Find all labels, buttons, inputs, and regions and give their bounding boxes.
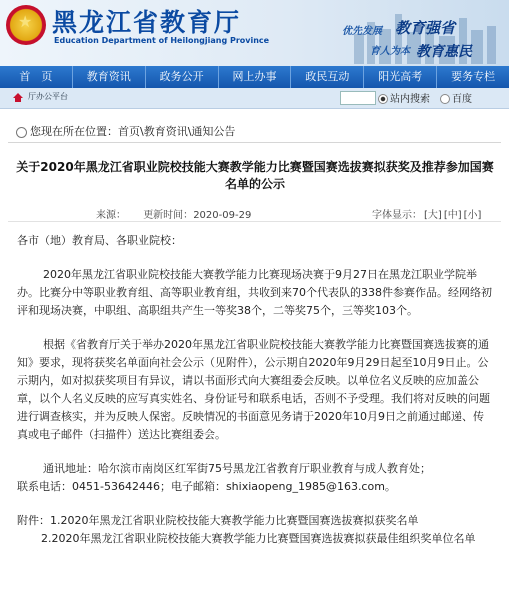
- font-size-selector: [370, 206, 481, 221]
- meta-divider: [8, 221, 501, 222]
- breadcrumb-prefix: 您现在所在位置：: [30, 125, 118, 138]
- article-title: 关于2020年黑龙江省职业院校技能大赛教学能力比赛暨国赛选拔赛拟获奖及推荐参加国赛名单的公示: [16, 160, 494, 191]
- site-title: 黑龙江省教育厅: [52, 8, 242, 37]
- publish-label: 更新时间：: [143, 210, 194, 221]
- site-banner: [0, 0, 509, 66]
- article-body: [17, 232, 493, 548]
- attachment-2[interactable]: 2.2020年黑龙江省职业院校技能大赛教学能力比赛暨国赛选拔赛拟获最佳组织奖单位名单: [41, 532, 476, 545]
- contact-phone: 联系电话：0451-53642446；电子邮箱：shixiaopeng_1985@163.com。: [17, 480, 396, 493]
- radio-button-icon[interactable]: [440, 94, 450, 104]
- slogan-2: 教育强省: [395, 19, 456, 37]
- nav-item-special[interactable]: 要务专栏: [451, 70, 496, 83]
- office-home-icon: [12, 92, 24, 103]
- main-nav: [0, 66, 509, 88]
- office-platform-link[interactable]: 厅办公平台: [28, 92, 68, 101]
- publish-date: 2020-09-29: [193, 210, 252, 221]
- greeting: 各市（地）教育局、各职业院校：: [17, 234, 182, 247]
- slogan-4: 教育惠民: [416, 44, 472, 60]
- nav-item-news[interactable]: 教育资讯: [73, 66, 146, 88]
- national-emblem-icon: ★: [6, 5, 46, 45]
- breadcrumb-path[interactable]: 首页\教育资讯\通知公告: [118, 125, 236, 138]
- radio-site-search[interactable]: 站内搜索: [378, 90, 430, 105]
- breadcrumb: [16, 123, 235, 139]
- radio-baidu[interactable]: 百度: [440, 90, 472, 105]
- toolbar: [0, 88, 509, 109]
- font-size-large[interactable]: [大]: [424, 210, 442, 221]
- contact-address: 通讯地址：哈尔滨市南岗区红军街75号黑龙江省教育厅职业教育与成人教育处；: [43, 462, 431, 475]
- radio-button-icon[interactable]: [378, 94, 388, 104]
- source-label: 来源：: [96, 210, 126, 221]
- nav-item-interaction[interactable]: 政民互动: [291, 66, 364, 88]
- paragraph-2: 根据《省教育厅关于举办2020年黑龙江省职业院校技能大赛教学能力比赛暨国赛选拔赛的通知》要求，现将获奖名单面向社会公示（见附件），公示期自2020年9月29日起至10月9日止。公示期内，如对拟获奖项目有异议，请以书面形式向大赛组委会反映。以单位名义反映的应加盖公章，以个人名义反映的应写真实姓名、身份证号和联系电话，否则不予受理。我们将对反映的问题进行调查核实，并为反映人保密。反映情况的书面意见务请于2020年10月9日之前通过邮递、传真或电子邮件（扫描件）送达比赛组委会。: [17, 338, 490, 441]
- site-subtitle: Education Department of Heilongjiang Province: [54, 36, 270, 45]
- search-scope-options: [378, 90, 472, 105]
- nav-item-online-service[interactable]: 网上办事: [219, 66, 292, 88]
- attachment-1[interactable]: 附件：1.2020年黑龙江省职业院校技能大赛教学能力比赛暨国赛选拔赛拟获奖名单: [17, 514, 419, 527]
- nav-item-gaokao[interactable]: 阳光高考: [364, 66, 437, 88]
- location-icon: [16, 127, 27, 138]
- font-size-label: 字体显示：: [372, 210, 422, 221]
- slogan-1: 优先发展: [342, 26, 382, 37]
- paragraph-1: 2020年黑龙江省职业院校技能大赛教学能力比赛现场决赛于9月27日在黑龙江职业学院举办。比赛分中等职业教育组、高等职业教育组，共收到来70个代表队的338件参赛作品。经网络初评和现场决赛，中职组、高职组共产生一等奖38个，二等奖75个，三等奖103个。: [17, 268, 492, 317]
- font-size-medium[interactable]: [中]: [443, 210, 462, 221]
- slogan-3: 育人为本: [370, 46, 410, 57]
- article-meta: [96, 206, 251, 221]
- divider: [8, 142, 501, 143]
- nav-item-government[interactable]: 政务公开: [146, 66, 219, 88]
- font-size-small[interactable]: [小]: [463, 210, 482, 221]
- nav-item-home[interactable]: 首 页: [0, 66, 73, 88]
- search-input[interactable]: [340, 91, 376, 105]
